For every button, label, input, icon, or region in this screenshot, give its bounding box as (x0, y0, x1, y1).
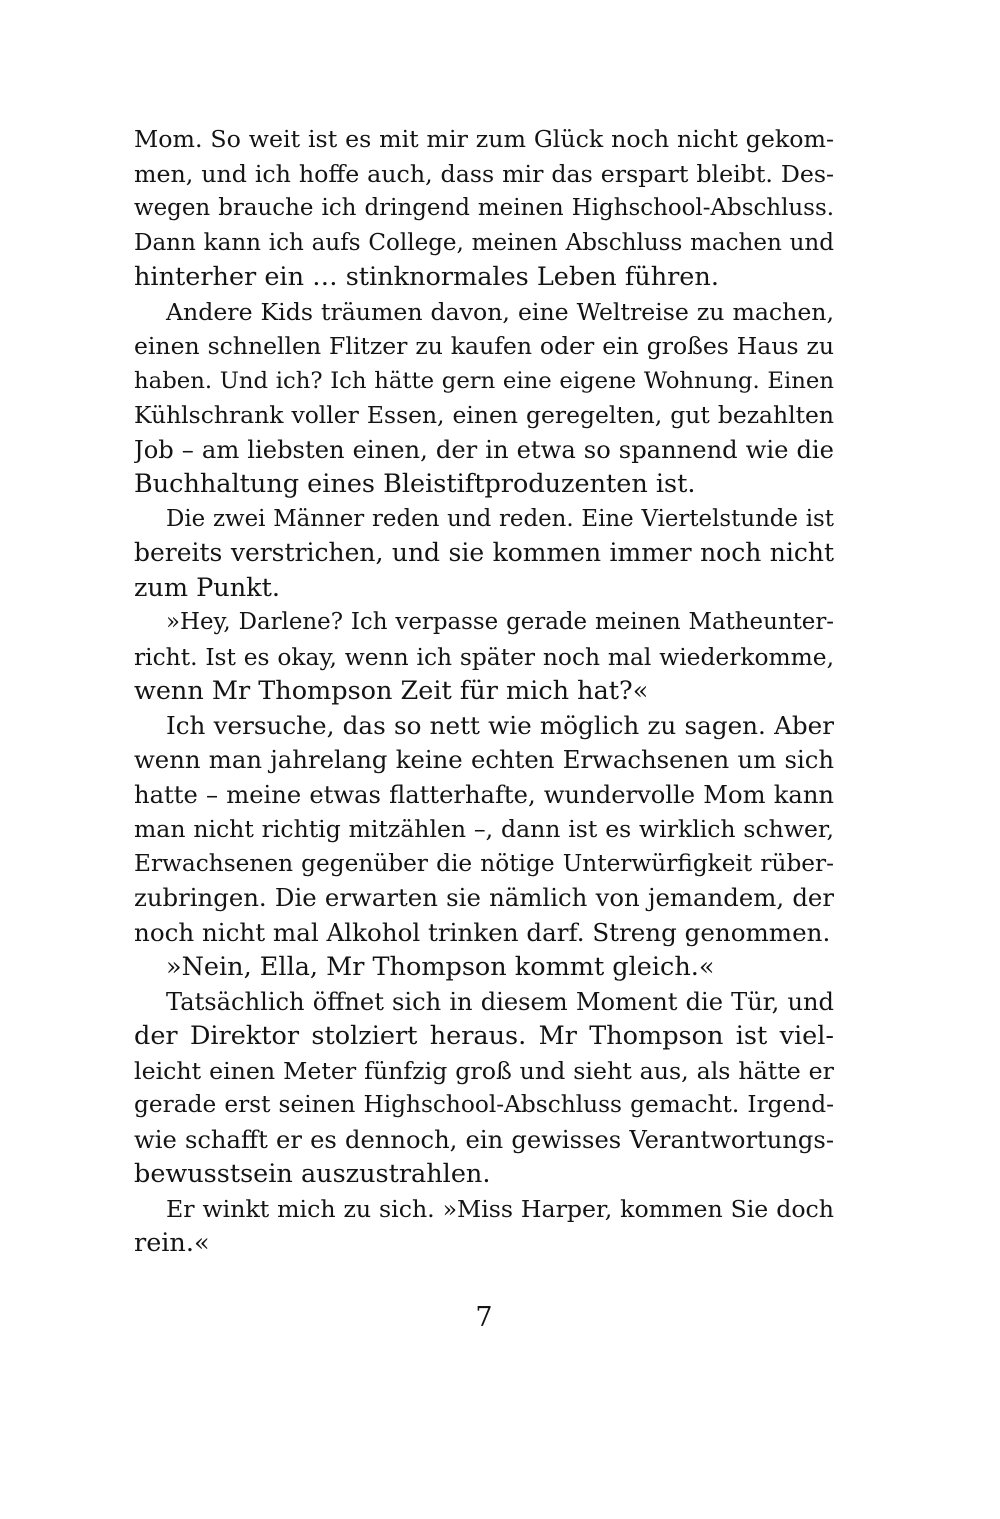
text-line: Erwachsenen gegenüber die nötige Unterwürfigkeit rüber- (134, 849, 834, 877)
text-line: wenn man jahrelang keine echten Erwachsenen um sich (134, 745, 834, 774)
text-line: noch nicht mal Alkohol trinken darf. Streng genommen. (134, 917, 831, 947)
text-line: wie schafft er es dennoch, ein gewisses Verantwortungs- (134, 1125, 834, 1154)
text-line: Die zwei Männer reden und reden. Eine Viertelstunde ist (166, 505, 834, 532)
text-line: haben. Und ich? Ich hätte gern eine eigene Wohnung. Einen (134, 367, 834, 394)
text-line: Dann kann ich aufs College, meinen Abschluss machen und (134, 229, 834, 256)
text-line: wenn Mr Thompson Zeit für mich hat?« (134, 676, 649, 706)
body-text (134, 122, 834, 1261)
text-line: man nicht richtig mitzählen –, dann ist es wirklich schwer, (134, 815, 834, 843)
text-line: leicht einen Meter fünfzig groß und sieht aus, als hätte er (134, 1056, 834, 1085)
text-line: Andere Kids träumen davon, eine Weltreise zu machen, (166, 297, 834, 326)
text-line: Ich versuche, das so nett wie möglich zu sagen. Aber (166, 710, 834, 740)
text-line: men, und ich hoffe auch, dass mir das erspart bleibt. Des- (134, 159, 834, 188)
text-line: »Nein, Ella, Mr Thompson kommt gleich.« (166, 952, 715, 982)
text-line: Tatsächlich öffnet sich in diesem Moment die Tür, und (166, 987, 834, 1016)
paragraph (134, 502, 834, 606)
text-line: wegen brauche ich dringend meinen Highschool-Abschluss. (134, 195, 834, 221)
text-line: gerade erst seinen Highschool-Abschluss gemacht. Irgend- (134, 1091, 834, 1118)
paragraph (134, 950, 834, 985)
text-line: bewusstsein auszustrahlen. (134, 1159, 491, 1189)
page-number: 7 (475, 1302, 493, 1333)
paragraph (134, 295, 834, 502)
text-line: Job – am liebsten einen, der in etwa so spannend wie die (134, 435, 834, 464)
text-line: »Hey, Darlene? Ich verpasse gerade meinen Matheunter- (166, 609, 834, 635)
text-line: einen schnellen Flitzer zu kaufen oder ein großes Haus zu (134, 332, 834, 360)
text-line: Mom. So weit ist es mit mir zum Glück noch nicht gekom- (134, 125, 834, 153)
paragraph (134, 605, 834, 709)
paragraph (134, 985, 834, 1192)
paragraph (134, 709, 834, 951)
text-line: zum Punkt. (134, 572, 280, 603)
text-line: Buchhaltung eines Bleistiftproduzenten ist. (134, 469, 696, 499)
text-line: richt. Ist es okay, wenn ich später noch mal wiederkomme, (134, 642, 834, 671)
text-line: bereits verstrichen, und sie kommen immer noch nicht (134, 538, 834, 567)
text-line: rein.« (134, 1228, 210, 1258)
paragraph (134, 122, 834, 295)
text-line: Er winkt mich zu sich. »Miss Harper, kommen Sie doch (166, 1194, 834, 1223)
text-line: der Direktor stolziert heraus. Mr Thompson ist viel- (134, 1021, 834, 1051)
paragraph (134, 1192, 834, 1261)
text-line: hatte – meine etwas flatterhafte, wundervolle Mom kann (134, 780, 834, 809)
text-line: zubringen. Die erwarten sie nämlich von jemandem, der (134, 883, 834, 912)
text-line: hinterher ein … stinknormales Leben führen. (134, 262, 719, 292)
text-line: Kühlschrank voller Essen, einen geregelten, gut bezahlten (134, 401, 834, 429)
